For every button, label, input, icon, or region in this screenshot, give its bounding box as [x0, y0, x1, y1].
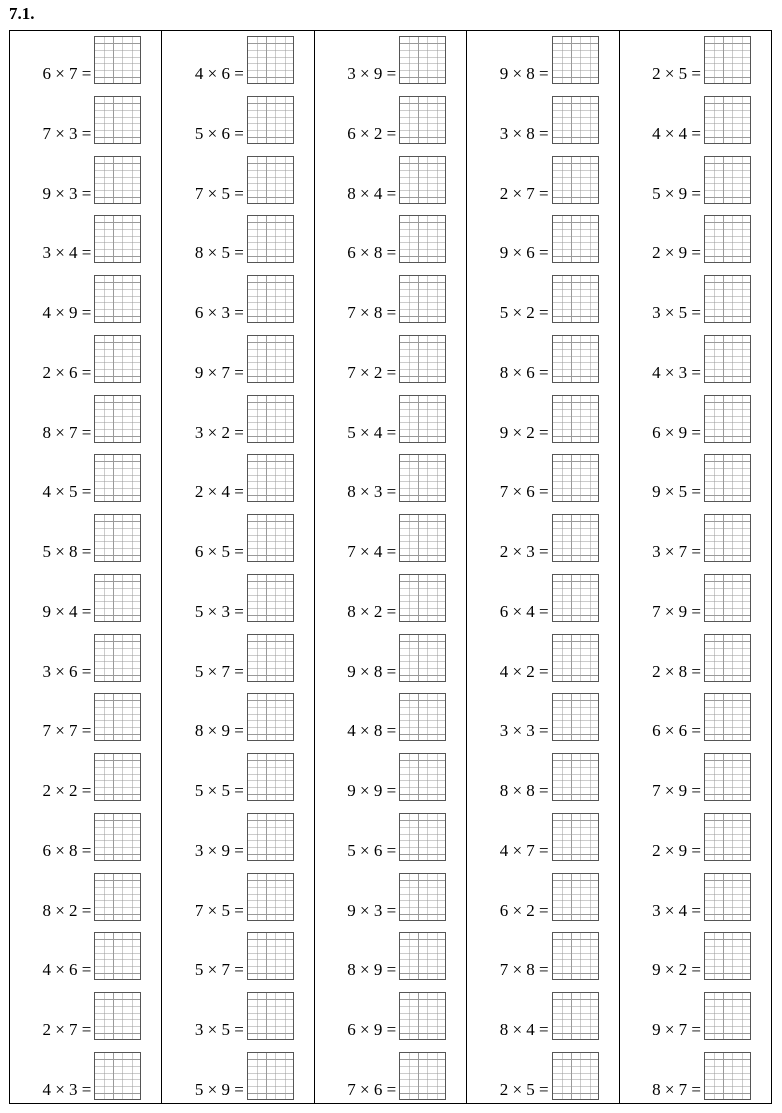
- problem-expression: 7 × 9 =: [652, 781, 702, 800]
- answer-grid-box[interactable]: [94, 992, 141, 1040]
- problem-row: [467, 811, 618, 871]
- answer-grid-box[interactable]: [94, 514, 141, 562]
- problem-row: [315, 512, 466, 572]
- problem-row: [620, 273, 771, 333]
- problem-row: [10, 1050, 161, 1110]
- problem-row: [10, 811, 161, 871]
- answer-grid-box[interactable]: [552, 634, 599, 682]
- problem-row: [467, 691, 618, 751]
- problem-expression: 3 × 9 =: [347, 64, 397, 83]
- problem-row: [10, 452, 161, 512]
- answer-grid-box[interactable]: [94, 36, 141, 84]
- problem-expression: 6 × 9 =: [652, 422, 702, 442]
- problem-row: [467, 512, 618, 572]
- problem-expression: 7 × 5 =: [194, 183, 244, 203]
- problem-expression: 4 × 5 =: [42, 482, 92, 502]
- answer-grid-box[interactable]: [94, 574, 141, 622]
- problem-row: [467, 154, 618, 214]
- answer-grid-box[interactable]: [94, 395, 141, 443]
- problem-expression: 3 × 4 =: [652, 900, 702, 920]
- problem-row: [467, 213, 618, 273]
- answer-grid-box[interactable]: [552, 454, 599, 502]
- answer-grid-box[interactable]: [399, 693, 446, 741]
- problem-expression: 6 × 9 =: [347, 1020, 397, 1039]
- problem-expression: 9 × 2 =: [652, 960, 702, 980]
- problem-expression: 3 × 7 =: [652, 542, 702, 561]
- answer-grid-box[interactable]: [704, 813, 751, 861]
- answer-grid-box[interactable]: [399, 96, 446, 144]
- problem-expression: 5 × 8 =: [42, 542, 92, 561]
- problem-expression: 8 × 8 =: [499, 781, 549, 800]
- problem-row: [162, 393, 313, 453]
- problem-expression: 6 × 5 =: [194, 542, 244, 561]
- answer-grid-box[interactable]: [552, 1052, 599, 1100]
- problem-row: [10, 512, 161, 572]
- answer-grid-box[interactable]: [247, 454, 294, 502]
- problem-expression: 6 × 4 =: [499, 601, 549, 621]
- problem-row: [315, 632, 466, 692]
- problem-expression: 3 × 5 =: [652, 303, 702, 322]
- answer-grid-box[interactable]: [94, 275, 141, 323]
- problem-row: [315, 871, 466, 931]
- problem-expression: 8 × 2 =: [42, 900, 92, 920]
- answer-grid-box[interactable]: [247, 693, 294, 741]
- problem-row: [620, 154, 771, 214]
- problem-expression: 8 × 9 =: [194, 721, 244, 741]
- answer-grid-box[interactable]: [399, 813, 446, 861]
- problem-row: [315, 94, 466, 154]
- problem-expression: 5 × 7 =: [194, 661, 244, 681]
- problem-row: [10, 273, 161, 333]
- problem-row: [467, 393, 618, 453]
- answer-grid-box[interactable]: [94, 1052, 141, 1100]
- answer-grid-box[interactable]: [704, 1052, 751, 1100]
- problem-row: [467, 273, 618, 333]
- answer-grid-box[interactable]: [247, 992, 294, 1040]
- problem-expression: 4 × 3 =: [652, 362, 702, 382]
- problem-expression: 8 × 2 =: [347, 601, 397, 621]
- problem-row: [315, 393, 466, 453]
- worksheet-column-1: [10, 31, 162, 1103]
- problem-row: [10, 751, 161, 811]
- answer-grid-box[interactable]: [247, 634, 294, 682]
- problem-expression: 5 × 3 =: [194, 601, 244, 621]
- answer-grid-box[interactable]: [247, 96, 294, 144]
- worksheet-column-4: [467, 31, 619, 1103]
- answer-grid-box[interactable]: [552, 753, 599, 801]
- problem-row: [162, 333, 313, 393]
- answer-grid-box[interactable]: [247, 514, 294, 562]
- answer-grid-box[interactable]: [704, 753, 751, 801]
- problem-row: [620, 333, 771, 393]
- problem-row: [620, 930, 771, 990]
- worksheet-table: [9, 30, 772, 1104]
- problem-row: [467, 34, 618, 94]
- problem-row: [162, 273, 313, 333]
- answer-grid-box[interactable]: [247, 813, 294, 861]
- problem-row: [467, 751, 618, 811]
- problem-row: [620, 452, 771, 512]
- answer-grid-box[interactable]: [704, 873, 751, 921]
- problem-expression: 3 × 6 =: [42, 661, 92, 681]
- answer-grid-box[interactable]: [399, 634, 446, 682]
- answer-grid-box[interactable]: [399, 454, 446, 502]
- problem-row: [315, 691, 466, 751]
- problem-row: [10, 930, 161, 990]
- answer-grid-box[interactable]: [704, 693, 751, 741]
- problem-row: [467, 333, 618, 393]
- problem-expression: 6 × 8 =: [347, 243, 397, 263]
- problem-row: [315, 34, 466, 94]
- problem-expression: 7 × 4 =: [347, 542, 397, 561]
- problem-expression: 6 × 7 =: [42, 64, 92, 83]
- problem-expression: 8 × 9 =: [347, 960, 397, 980]
- problem-expression: 2 × 8 =: [652, 661, 702, 681]
- problem-expression: 9 × 5 =: [652, 482, 702, 502]
- problem-expression: 2 × 7 =: [499, 183, 549, 203]
- problem-row: [10, 393, 161, 453]
- problem-row: [620, 512, 771, 572]
- answer-grid-box[interactable]: [552, 693, 599, 741]
- problem-expression: 6 × 6 =: [652, 721, 702, 741]
- problem-row: [467, 990, 618, 1050]
- problem-row: [467, 1050, 618, 1110]
- problem-expression: 8 × 7 =: [42, 422, 92, 442]
- problem-expression: 7 × 3 =: [42, 123, 92, 143]
- answer-grid-box[interactable]: [552, 215, 599, 263]
- answer-grid-box[interactable]: [247, 36, 294, 84]
- problem-expression: 3 × 8 =: [499, 123, 549, 143]
- problem-row: [315, 333, 466, 393]
- problem-expression: 8 × 5 =: [194, 243, 244, 263]
- problem-expression: 4 × 9 =: [42, 303, 92, 322]
- answer-grid-box[interactable]: [552, 96, 599, 144]
- problem-row: [162, 1050, 313, 1110]
- problem-row: [620, 811, 771, 871]
- problem-row: [162, 94, 313, 154]
- problem-expression: 9 × 7 =: [652, 1020, 702, 1039]
- answer-grid-box[interactable]: [94, 932, 141, 980]
- problem-expression: 7 × 6 =: [347, 1079, 397, 1099]
- problem-expression: 2 × 6 =: [42, 362, 92, 382]
- problem-row: [620, 632, 771, 692]
- problem-row: [162, 990, 313, 1050]
- answer-grid-box[interactable]: [94, 634, 141, 682]
- problem-row: [10, 213, 161, 273]
- answer-grid-box[interactable]: [552, 156, 599, 204]
- answer-grid-box[interactable]: [552, 932, 599, 980]
- problem-expression: 5 × 9 =: [652, 183, 702, 203]
- answer-grid-box[interactable]: [704, 454, 751, 502]
- problem-expression: 5 × 2 =: [499, 303, 549, 322]
- problem-row: [315, 452, 466, 512]
- problem-row: [315, 213, 466, 273]
- problem-row: [467, 632, 618, 692]
- problem-row: [467, 930, 618, 990]
- answer-grid-box[interactable]: [94, 156, 141, 204]
- answer-grid-box[interactable]: [247, 395, 294, 443]
- problem-expression: 6 × 3 =: [194, 303, 244, 322]
- problem-expression: 9 × 8 =: [499, 64, 549, 83]
- problem-expression: 7 × 5 =: [194, 900, 244, 920]
- problem-row: [620, 34, 771, 94]
- problem-expression: 6 × 2 =: [347, 123, 397, 143]
- problem-expression: 4 × 4 =: [652, 123, 702, 143]
- problem-row: [315, 990, 466, 1050]
- problem-row: [162, 572, 313, 632]
- problem-expression: 9 × 3 =: [347, 900, 397, 920]
- problem-expression: 3 × 4 =: [42, 243, 92, 263]
- problem-row: [10, 94, 161, 154]
- answer-grid-box[interactable]: [399, 156, 446, 204]
- answer-grid-box[interactable]: [552, 275, 599, 323]
- problem-expression: 5 × 6 =: [194, 123, 244, 143]
- answer-grid-box[interactable]: [247, 156, 294, 204]
- problem-expression: 9 × 3 =: [42, 183, 92, 203]
- problem-expression: 8 × 7 =: [652, 1079, 702, 1099]
- problem-row: [162, 34, 313, 94]
- answer-grid-box[interactable]: [704, 932, 751, 980]
- problem-row: [315, 930, 466, 990]
- answer-grid-box[interactable]: [247, 1052, 294, 1100]
- problem-expression: 9 × 2 =: [499, 422, 549, 442]
- answer-grid-box[interactable]: [399, 873, 446, 921]
- problem-row: [315, 811, 466, 871]
- problem-row: [10, 154, 161, 214]
- answer-grid-box[interactable]: [399, 514, 446, 562]
- exercise-title: 7.1.: [9, 4, 35, 23]
- problem-expression: 4 × 6 =: [42, 960, 92, 980]
- problem-row: [10, 632, 161, 692]
- problem-expression: 7 × 6 =: [499, 482, 549, 502]
- problem-row: [162, 213, 313, 273]
- problem-row: [315, 273, 466, 333]
- problem-row: [162, 512, 313, 572]
- problem-expression: 2 × 3 =: [499, 542, 549, 561]
- problem-expression: 7 × 2 =: [347, 362, 397, 382]
- problem-expression: 4 × 7 =: [499, 840, 549, 860]
- problem-expression: 2 × 2 =: [42, 781, 92, 800]
- answer-grid-box[interactable]: [247, 873, 294, 921]
- answer-grid-box[interactable]: [704, 215, 751, 263]
- problem-row: [162, 452, 313, 512]
- problem-expression: 6 × 8 =: [42, 840, 92, 860]
- problem-expression: 7 × 9 =: [652, 601, 702, 621]
- worksheet-column-3: [315, 31, 467, 1103]
- answer-grid-box[interactable]: [704, 156, 751, 204]
- problem-row: [162, 154, 313, 214]
- answer-grid-box[interactable]: [704, 275, 751, 323]
- answer-grid-box[interactable]: [399, 275, 446, 323]
- problem-row: [620, 751, 771, 811]
- problem-expression: 2 × 7 =: [42, 1020, 92, 1039]
- problem-expression: 8 × 4 =: [347, 183, 397, 203]
- problem-expression: 2 × 4 =: [194, 482, 244, 502]
- problem-expression: 3 × 2 =: [194, 422, 244, 442]
- problem-expression: 9 × 8 =: [347, 661, 397, 681]
- answer-grid-box[interactable]: [94, 873, 141, 921]
- problem-expression: 7 × 8 =: [347, 303, 397, 322]
- problem-row: [10, 572, 161, 632]
- problem-expression: 4 × 8 =: [347, 721, 397, 741]
- problem-row: [467, 871, 618, 931]
- problem-row: [162, 871, 313, 931]
- answer-grid-box[interactable]: [94, 753, 141, 801]
- answer-grid-box[interactable]: [247, 574, 294, 622]
- problem-expression: 9 × 4 =: [42, 601, 92, 621]
- answer-grid-box[interactable]: [94, 96, 141, 144]
- problem-row: [10, 691, 161, 751]
- answer-grid-box[interactable]: [94, 813, 141, 861]
- problem-expression: 5 × 4 =: [347, 422, 397, 442]
- problem-row: [162, 811, 313, 871]
- problem-row: [162, 632, 313, 692]
- answer-grid-box[interactable]: [552, 36, 599, 84]
- problem-expression: 2 × 9 =: [652, 243, 702, 263]
- problem-row: [10, 333, 161, 393]
- answer-grid-box[interactable]: [704, 96, 751, 144]
- problem-expression: 9 × 6 =: [499, 243, 549, 263]
- problem-row: [315, 1050, 466, 1110]
- problem-expression: 3 × 5 =: [194, 1020, 244, 1039]
- answer-grid-box[interactable]: [399, 395, 446, 443]
- answer-grid-box[interactable]: [399, 335, 446, 383]
- answer-grid-box[interactable]: [704, 574, 751, 622]
- answer-grid-box[interactable]: [399, 753, 446, 801]
- answer-grid-box[interactable]: [704, 395, 751, 443]
- problem-expression: 2 × 9 =: [652, 840, 702, 860]
- problem-row: [10, 871, 161, 931]
- problem-row: [620, 691, 771, 751]
- problem-expression: 7 × 8 =: [499, 960, 549, 980]
- answer-grid-box[interactable]: [247, 753, 294, 801]
- problem-row: [467, 452, 618, 512]
- problem-expression: 3 × 9 =: [194, 840, 244, 860]
- problem-row: [162, 751, 313, 811]
- problem-row: [620, 393, 771, 453]
- answer-grid-box[interactable]: [552, 395, 599, 443]
- problem-expression: 2 × 5 =: [499, 1079, 549, 1099]
- answer-grid-box[interactable]: [94, 454, 141, 502]
- answer-grid-box[interactable]: [94, 693, 141, 741]
- problem-row: [315, 572, 466, 632]
- answer-grid-box[interactable]: [247, 215, 294, 263]
- problem-expression: 5 × 6 =: [347, 840, 397, 860]
- answer-grid-box[interactable]: [552, 574, 599, 622]
- answer-grid-box[interactable]: [94, 335, 141, 383]
- answer-grid-box[interactable]: [94, 215, 141, 263]
- problem-expression: 4 × 6 =: [194, 64, 244, 83]
- problem-expression: 8 × 3 =: [347, 482, 397, 502]
- answer-grid-box[interactable]: [704, 36, 751, 84]
- answer-grid-box[interactable]: [399, 1052, 446, 1100]
- problem-row: [315, 751, 466, 811]
- answer-grid-box[interactable]: [552, 813, 599, 861]
- problem-row: [620, 990, 771, 1050]
- problem-row: [620, 572, 771, 632]
- answer-grid-box[interactable]: [247, 275, 294, 323]
- answer-grid-box[interactable]: [399, 36, 446, 84]
- problem-expression: 8 × 4 =: [499, 1020, 549, 1039]
- answer-grid-box[interactable]: [552, 873, 599, 921]
- problem-row: [162, 930, 313, 990]
- answer-grid-box[interactable]: [552, 992, 599, 1040]
- problem-row: [620, 213, 771, 273]
- answer-grid-box[interactable]: [552, 514, 599, 562]
- answer-grid-box[interactable]: [704, 634, 751, 682]
- answer-grid-box[interactable]: [704, 335, 751, 383]
- problem-expression: 9 × 9 =: [347, 781, 397, 800]
- problem-expression: 7 × 7 =: [42, 721, 92, 741]
- worksheet-column-5: [620, 31, 771, 1103]
- problem-row: [620, 1050, 771, 1110]
- problem-expression: 9 × 7 =: [194, 362, 244, 382]
- problem-expression: 3 × 3 =: [499, 721, 549, 741]
- problem-expression: 4 × 3 =: [42, 1079, 92, 1099]
- problem-expression: 5 × 7 =: [194, 960, 244, 980]
- problem-expression: 5 × 5 =: [194, 781, 244, 800]
- problem-expression: 4 × 2 =: [499, 661, 549, 681]
- problem-row: [315, 154, 466, 214]
- problem-expression: 8 × 6 =: [499, 362, 549, 382]
- problem-row: [620, 871, 771, 931]
- answer-grid-box[interactable]: [399, 574, 446, 622]
- problem-expression: 6 × 2 =: [499, 900, 549, 920]
- answer-grid-box[interactable]: [247, 932, 294, 980]
- problem-expression: 5 × 9 =: [194, 1079, 244, 1099]
- answer-grid-box[interactable]: [704, 992, 751, 1040]
- answer-grid-box[interactable]: [704, 514, 751, 562]
- problem-row: [162, 691, 313, 751]
- problem-row: [467, 572, 618, 632]
- worksheet-column-2: [162, 31, 314, 1103]
- answer-grid-box[interactable]: [399, 932, 446, 980]
- answer-grid-box[interactable]: [399, 215, 446, 263]
- problem-expression: 2 × 5 =: [652, 64, 702, 83]
- problem-row: [10, 990, 161, 1050]
- answer-grid-box[interactable]: [552, 335, 599, 383]
- answer-grid-box[interactable]: [247, 335, 294, 383]
- answer-grid-box[interactable]: [399, 992, 446, 1040]
- problem-row: [467, 94, 618, 154]
- problem-row: [10, 34, 161, 94]
- problem-row: [620, 94, 771, 154]
